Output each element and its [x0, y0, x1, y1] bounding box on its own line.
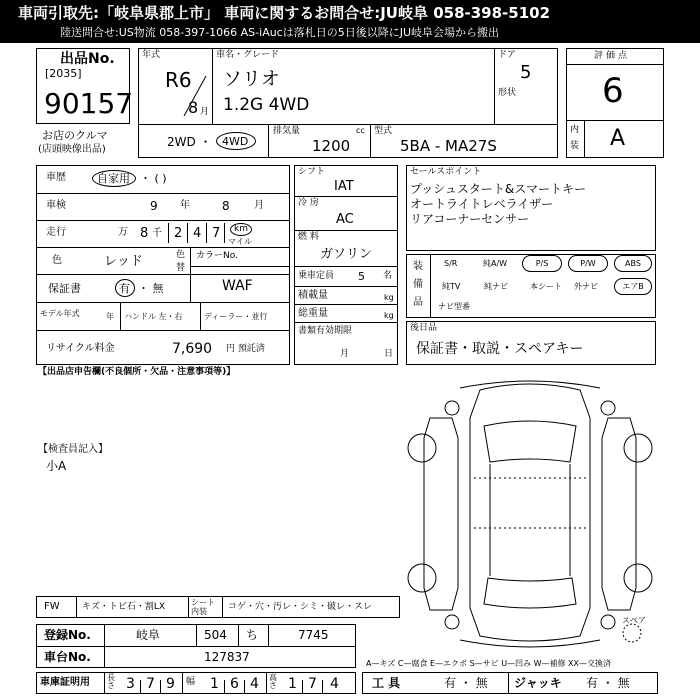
shaken-tsuki: 月: [254, 200, 264, 211]
mileage-man: 万: [118, 227, 128, 238]
wheel-right-rear: [624, 564, 652, 592]
sales-point-3: リアコーナーセンサー: [410, 212, 530, 226]
registration-class: 504: [204, 628, 227, 642]
doors-value: 5: [520, 62, 532, 83]
drive-2wd: 2WD ・: [167, 135, 212, 149]
color-no-value: WAF: [222, 278, 253, 294]
sales-points-label: セールスポイント: [410, 167, 482, 177]
registration-label: 登録No.: [44, 628, 91, 642]
recycle-unit: 円 預託済: [226, 344, 265, 354]
ac-value: AC: [336, 212, 354, 227]
jack-value: 有 ・ 無: [586, 676, 630, 690]
doors-label: ドア: [498, 50, 516, 60]
cert-height-d1: 1: [288, 676, 297, 692]
interior-score: A: [610, 126, 626, 151]
fw-label: FW: [44, 601, 60, 612]
equip-ps: P/S: [522, 255, 562, 272]
header-line2: 陸送問合せ:US物流 058-397-1066 AS-iAucは落札日の5日後以降にJU岐阜会場から搬出: [60, 26, 500, 39]
capacity-unit: 名: [383, 271, 393, 281]
car-windshield: [484, 421, 576, 462]
fw-text1: キズ・トビ石・割LX: [82, 602, 166, 612]
cert-width-d2: 6: [230, 676, 239, 692]
km-unit: km: [234, 224, 248, 234]
registration-region: 岐阜: [136, 628, 161, 642]
model-year-nen: 年: [106, 312, 114, 321]
cert-height-d3: 4: [330, 676, 339, 692]
car-left-side: [424, 418, 458, 610]
cert-height-label: 高さ: [269, 673, 277, 690]
cert-width-d3: 4: [250, 676, 259, 692]
equip-aw: 純A/W: [483, 259, 508, 268]
car-right-side: [602, 418, 636, 610]
registration-kana: ち: [246, 628, 259, 642]
wheel-left-front: [408, 434, 436, 462]
doc-day: 日: [384, 349, 394, 359]
history-box: [36, 165, 290, 365]
name-label: 車名・グレード: [216, 50, 280, 60]
car-diagram: [400, 378, 660, 650]
iro-1: 色: [176, 250, 186, 260]
equip-tv: 純TV: [442, 282, 461, 291]
tools-label: 工 具: [372, 676, 401, 690]
mileage-sen: 千: [152, 228, 162, 239]
interior-label-2: 装: [570, 141, 580, 151]
wheel-left-rear: [408, 564, 436, 592]
ac-label: 冷 房: [298, 198, 319, 208]
sales-point-2: オートライトレベライザー: [410, 197, 554, 211]
warranty-rest: ・ 無: [138, 282, 164, 295]
load-unit: kg: [384, 293, 394, 302]
lot-label: 出品No.: [60, 51, 115, 67]
equip-navi: 純ナビ: [484, 282, 508, 291]
displacement-value: 1200: [312, 137, 351, 155]
recycle-value: 7,690: [172, 341, 213, 357]
color-label: 色: [52, 255, 62, 266]
doc-month: 月: [340, 349, 350, 359]
month-unit: 月: [200, 107, 210, 117]
wheel-right-front: [624, 434, 652, 462]
handle-label: ハンドル 左・右: [124, 312, 183, 321]
store-sub: (店頭映像出品): [38, 144, 106, 155]
equip-label-1: 装: [413, 261, 423, 272]
condition-label: 【出品店申告欄(不良個所・欠品・注意事項等)】: [38, 367, 236, 377]
cert-length-label: 長さ: [107, 673, 115, 690]
fw-text2: コゲ・穴・汚レ・シミ・破レ・スレ: [228, 602, 373, 612]
shaken-label: 車検: [46, 200, 66, 211]
rireki-value: 自家用: [97, 172, 130, 185]
cert-width-label: 幅: [186, 677, 196, 687]
inspector-value: 小A: [46, 459, 67, 473]
displacement-label: 排気量: [273, 126, 301, 136]
certificate-label: 車庫証明用: [40, 677, 90, 688]
shape-label: 形状: [498, 88, 517, 98]
drive-4wd: 4WD: [222, 135, 249, 148]
fuel-label: 燃 料: [298, 232, 319, 242]
color-value: レッド: [104, 254, 143, 269]
year-label: 年式: [142, 50, 161, 60]
cert-length-d2: 7: [146, 676, 155, 692]
equip-leather: 本シート: [530, 282, 562, 291]
equip-abs: ABS: [614, 255, 652, 272]
registration-number: 7745: [298, 628, 329, 642]
shift-value: IAT: [334, 179, 354, 194]
recycle-label: リサイクル料金: [46, 343, 115, 354]
cert-width-d1: 1: [210, 676, 219, 692]
equip-sr: S/R: [444, 259, 458, 268]
year-value: R6: [165, 68, 192, 92]
shift-label: シフト: [298, 167, 326, 177]
car-name: ソリオ: [223, 68, 280, 90]
color-no-label: カラーNo.: [196, 251, 238, 261]
rating-label: 評価点: [594, 51, 631, 61]
car-body-outline: [470, 384, 590, 641]
cc-unit: cc: [356, 126, 365, 135]
header-banner: [0, 0, 700, 43]
weight-unit: kg: [384, 311, 394, 320]
mileage-d4: 7: [212, 226, 221, 241]
accessories-value: 保証書・取説・スペアキー: [416, 341, 584, 357]
mile-unit: マイル: [228, 237, 252, 246]
warranty-label: 保証書: [48, 282, 81, 295]
lot-code: [2035]: [45, 67, 82, 80]
mileage-d2: 2: [174, 226, 183, 241]
equip-label-3: 品: [413, 297, 423, 308]
cert-length-d3: 9: [166, 676, 175, 692]
mileage-d1: 8: [140, 226, 149, 241]
chassis-label: 車台No.: [44, 650, 91, 664]
capacity-value: 5: [358, 270, 365, 283]
fuel-value: ガソリン: [320, 247, 373, 262]
equip-navi-model: ナビ型番: [438, 302, 470, 311]
iro-2: 替: [176, 263, 186, 273]
equip-airbag: エアB: [614, 278, 652, 295]
car-grade: 1.2G 4WD: [223, 95, 310, 115]
spare-tire: [623, 624, 641, 642]
shaken-year: 9: [150, 199, 158, 213]
cert-length-d1: 3: [126, 676, 135, 692]
model-value: 5BA - MA27S: [400, 137, 497, 155]
inspector-label: 【検査員記入】: [38, 444, 108, 455]
capacity-label: 乗車定員: [298, 271, 335, 281]
mileage-d3: 4: [193, 226, 202, 241]
month-value: 8: [188, 98, 199, 117]
load-label: 積載量: [298, 290, 328, 301]
model-label: 型式: [374, 126, 393, 136]
spare-label: スペア: [622, 616, 646, 625]
shaken-nen: 年: [180, 200, 190, 211]
warranty-value: 有: [119, 282, 130, 295]
sales-point-1: プッシュスタート&スマートキー: [410, 182, 587, 196]
doc-label: 書類有効期限: [298, 326, 353, 336]
rireki-label: 車歴: [46, 172, 66, 183]
store-label: お店のクルマ: [42, 129, 108, 142]
cert-height-d2: 7: [308, 676, 317, 692]
weight-label: 総重量: [298, 308, 328, 319]
car-rear-window: [484, 578, 576, 608]
header-line1: 車両引取先:「岐阜県郡上市」 車両に関するお問合せ:JU岐阜 058-398-5102: [18, 4, 551, 22]
equip-pw: P/W: [568, 255, 608, 272]
chassis-value: 127837: [204, 650, 250, 664]
interior-label-1: 内: [570, 125, 580, 135]
tools-value: 有 ・ 無: [444, 676, 488, 690]
accessories-label: 後日品: [410, 323, 438, 333]
fw-seat: シート内装: [191, 598, 215, 616]
jack-label: ジャッキ: [514, 676, 562, 690]
lot-number: 90157: [44, 87, 134, 120]
rating-score: 6: [602, 71, 624, 111]
rireki-rest: ・ ( ): [140, 172, 167, 185]
mileage-label: 走行: [46, 227, 66, 238]
equip-ext-navi: 外ナビ: [574, 282, 598, 291]
damage-legend: A—キズ C—腐食 E—エクボ S—サビ U—凹み W—補修 XX—交換済: [366, 659, 612, 668]
model-year-label: モデル年式: [40, 309, 80, 318]
dealer-label: ディーラー・並行: [204, 312, 268, 321]
equip-label-2: 備: [413, 279, 423, 290]
shaken-month: 8: [222, 199, 230, 213]
